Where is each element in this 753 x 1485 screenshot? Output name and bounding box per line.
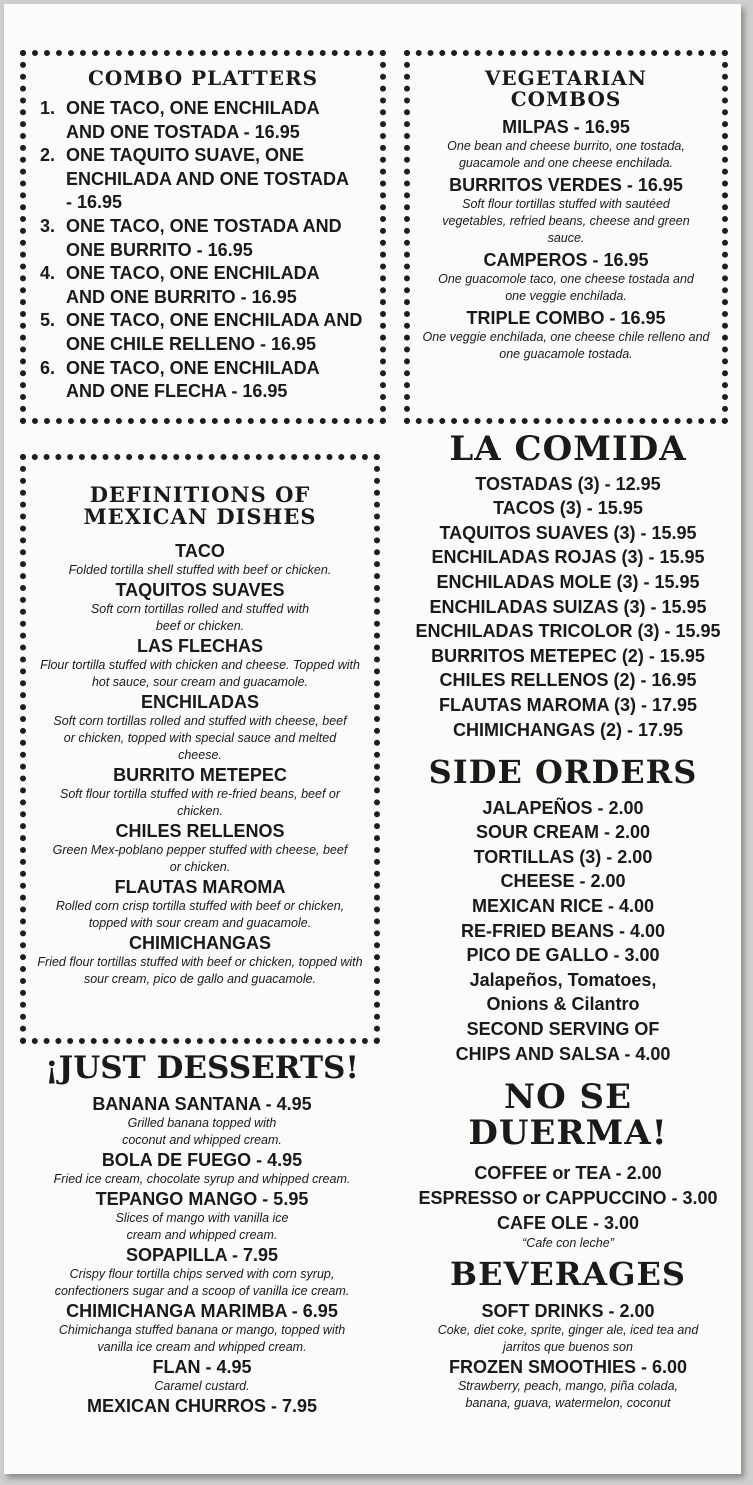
menu-item (26, 540, 374, 579)
list-item: FLAUTAS MAROMA (3) - 17.95 (438, 695, 697, 716)
menu-item (26, 764, 374, 820)
list-item: TACOS (3) - 15.95 (493, 498, 643, 519)
menu-item (410, 307, 722, 363)
combo-list (40, 97, 380, 404)
side-orders-title: SIDE ORDERS (428, 753, 698, 791)
list-item: ESPRESSO or CAPPUCCINO - 3.00 (418, 1187, 718, 1208)
list-item: ENCHILADAS MOLE (3) - 15.95 (436, 572, 700, 593)
pico-note: Onions & Cilantro (486, 994, 640, 1015)
list-item: JALAPEÑOS - 2.00 (482, 797, 644, 818)
item-description: Crispy flour tortilla chips served with corn syrup, confectioners sugar and a scoop of vanilla ice cream. (54, 1266, 350, 1298)
item-name: SOFT DRINKS - 2.00 (481, 1300, 655, 1321)
desserts-section (12, 1052, 392, 1417)
item-name: CHIMICHANGA MARIMBA - 6.95 (66, 1300, 338, 1321)
list-item: ENCHILADAS TRICOLOR (3) - 15.95 (415, 621, 721, 642)
no-se-duerma-title: NO SE (503, 1077, 632, 1117)
no-se-duerma-title: DUERMA! (468, 1112, 668, 1153)
vegetarian-combos-box (404, 50, 728, 424)
definitions-box (20, 454, 380, 1044)
item-description: Rolled corn crisp tortilla stuffed with beef or chicken, topped with sour cream and guacamole. (55, 899, 345, 931)
item-description: Grilled banana topped with coconut and whipped cream. (122, 1115, 282, 1147)
menu-item (26, 876, 374, 932)
menu-item (26, 932, 374, 988)
item-description: Fried flour tortillas stuffed with beef or chicken, topped with sour cream, pico de gallo and guacamole. (37, 955, 363, 987)
item-name: MEXICAN CHURROS - 7.95 (86, 1395, 318, 1416)
combo-platters-title: COMBO PLATTERS (87, 66, 319, 90)
menu-item (26, 691, 374, 764)
menu-item (26, 820, 374, 876)
list-item: ENCHILADAS SUIZAS (3) - 15.95 (429, 596, 707, 617)
menu-item (12, 1395, 392, 1417)
list-item: MEXICAN RICE - 4.00 (471, 895, 655, 916)
list-item: CHEESE - 2.00 (500, 871, 626, 892)
item-description: One bean and cheese burrito, one tostada, guacamole and one cheese enchilada. (447, 139, 685, 170)
item-description: Strawberry, peach, mango, piña colada, banana, guava, watermelon, coconut (457, 1378, 679, 1410)
list-item: BURRITOS METEPEC (2) - 15.95 (431, 645, 705, 666)
list-item: SOUR CREAM - 2.00 (475, 822, 651, 843)
item-name: LAS FLECHAS (137, 636, 263, 657)
item-name: FLAUTAS MAROMA (114, 877, 286, 898)
desserts-title: ¡JUST DESSERTS! (44, 1050, 360, 1086)
list-item: TOSTADAS (3) - 12.95 (475, 473, 661, 494)
item-name: TAQUITOS SUAVES (115, 580, 285, 601)
item-name: ENCHILADAS (140, 692, 259, 713)
item-description: Soft corn tortillas rolled and stuffed with beef or chicken. (90, 602, 310, 634)
menu-page (4, 4, 741, 1474)
item-name: BOLA DE FUEGO - 4.95 (101, 1149, 303, 1170)
item-description: One guacomole taco, one cheese tostada and one veggie enchilada. (438, 272, 694, 303)
combo-platters-box (20, 50, 386, 424)
la-comida-list (400, 472, 736, 743)
menu-item (400, 1300, 736, 1356)
list-item: 3. ONE TACO, ONE TOSTADA AND ONE BURRITO - 16.95 (40, 215, 342, 260)
item-description: Chimichanga stuffed banana or mango, topped with vanilla ice cream and whipped cream. (58, 1322, 346, 1354)
beverages-section (400, 1255, 736, 1412)
menu-item (26, 579, 374, 635)
menu-item (410, 116, 722, 172)
item-name: CAMPEROS - 16.95 (483, 250, 649, 270)
vegetarian-title: VEGETARIAN COMBOS (484, 66, 648, 111)
coffee-list (400, 1161, 736, 1235)
item-name: TRIPLE COMBO - 16.95 (466, 308, 666, 328)
item-description: Caramel custard. (154, 1378, 250, 1393)
item-name: SOPAPILLA - 7.95 (125, 1244, 279, 1265)
list-item: 2. ONE TAQUITO SUAVE, ONE ENCHILADA AND ONE TOSTADA - 16.95 (40, 145, 349, 213)
item-name: BURRITOS VERDES - 16.95 (449, 175, 683, 195)
item-description: One veggie enchilada, one cheese chile relleno and one guacamole tostada. (422, 330, 710, 361)
no-se-duerma-section (400, 1077, 736, 1252)
item-description: Soft flour tortilla stuffed with re-fried beans, beef or chicken. (60, 787, 340, 819)
list-item: ENCHILADAS ROJAS (3) - 15.95 (431, 547, 705, 568)
item-name: CHIMICHANGAS (129, 933, 271, 954)
list-item: COFFEE or TEA - 2.00 (474, 1163, 662, 1184)
list-item: 5. ONE TACO, ONE ENCHILADA AND ONE CHILE RELLENO - 16.95 (40, 310, 363, 354)
item-name: TACO (175, 541, 225, 562)
item-name: CHILES RELLENOS (115, 821, 285, 842)
menu-item (12, 1149, 392, 1188)
side-orders-list (390, 796, 736, 968)
menu-item (400, 1356, 736, 1412)
definitions-title: DEFINITIONS OF MEXICAN DISHES (83, 482, 317, 530)
menu-item (12, 1188, 392, 1244)
list-item: CHIMICHANGAS (2) - 17.95 (452, 719, 684, 740)
item-description: Soft corn tortillas rolled and stuffed with cheese, beef or chicken, topped with special sauce and melted cheese. (53, 714, 347, 763)
list-item: 4. ONE TACO, ONE ENCHILADA AND ONE BURRITO - 16.95 (40, 263, 320, 307)
item-description: Green Mex-poblano pepper stuffed with cheese, beef or chicken. (52, 843, 348, 875)
item-description: Fried ice cream, chocolate syrup and whipped cream. (53, 1171, 351, 1186)
menu-item (12, 1093, 392, 1149)
item-description: Slices of mango with vanilla ice cream and whipped cream. (115, 1210, 289, 1242)
item-description: Flour tortilla stuffed with chicken and cheese. Topped with hot sauce, sour cream and guacamole. (40, 658, 360, 690)
la-comida-section (400, 429, 736, 742)
menu-item (12, 1244, 392, 1300)
list-item: CAFE OLE - 3.00 (496, 1212, 640, 1233)
la-comida-title: LA COMIDA (449, 429, 687, 469)
item-name: BANANA SANTANA - 4.95 (92, 1093, 312, 1114)
menu-item (26, 635, 374, 691)
item-name: TEPANGO MANGO - 5.95 (95, 1188, 309, 1209)
list-item: RE-FRIED BEANS - 4.00 (460, 920, 666, 941)
menu-item (410, 174, 722, 247)
list-item: TORTILLAS (3) - 2.00 (473, 846, 653, 867)
list-item: CHILES RELLENOS (2) - 16.95 (439, 670, 697, 691)
menu-item (12, 1356, 392, 1395)
side-orders-section (390, 753, 736, 1066)
list-item: PICO DE GALLO - 3.00 (466, 945, 660, 966)
item-description: Soft flour tortillas stuffed with sautéed vegetables, refried beans, cheese and green sauce. (442, 197, 690, 245)
list-item: TAQUITOS SUAVES (3) - 15.95 (439, 522, 697, 543)
item-description: Folded tortilla shell stuffed with beef or chicken. (68, 563, 332, 578)
item-description: Coke, diet coke, sprite, ginger ale, iced tea and jarritos que buenos son (437, 1322, 699, 1354)
item-name: BURRITO METEPEC (113, 765, 287, 786)
item-name: FROZEN SMOOTHIES - 6.00 (448, 1356, 688, 1377)
list-item: 1. ONE TACO, ONE ENCHILADA AND ONE TOSTADA - 16.95 (40, 98, 320, 142)
item-name: FLAN - 4.95 (152, 1356, 252, 1377)
second-serving: CHIPS AND SALSA - 4.00 (455, 1043, 671, 1064)
cafe-note: “Cafe con leche” (522, 1236, 614, 1251)
second-serving: SECOND SERVING OF (466, 1018, 660, 1039)
list-item: 6. ONE TACO, ONE ENCHILADA AND ONE FLECHA - 16.95 (40, 357, 320, 402)
item-name: MILPAS - 16.95 (502, 117, 630, 137)
pico-note: Jalapeños, Tomatoes, (469, 969, 657, 990)
menu-item (410, 249, 722, 305)
beverages-title: BEVERAGES (450, 1255, 686, 1293)
menu-item (12, 1300, 392, 1356)
